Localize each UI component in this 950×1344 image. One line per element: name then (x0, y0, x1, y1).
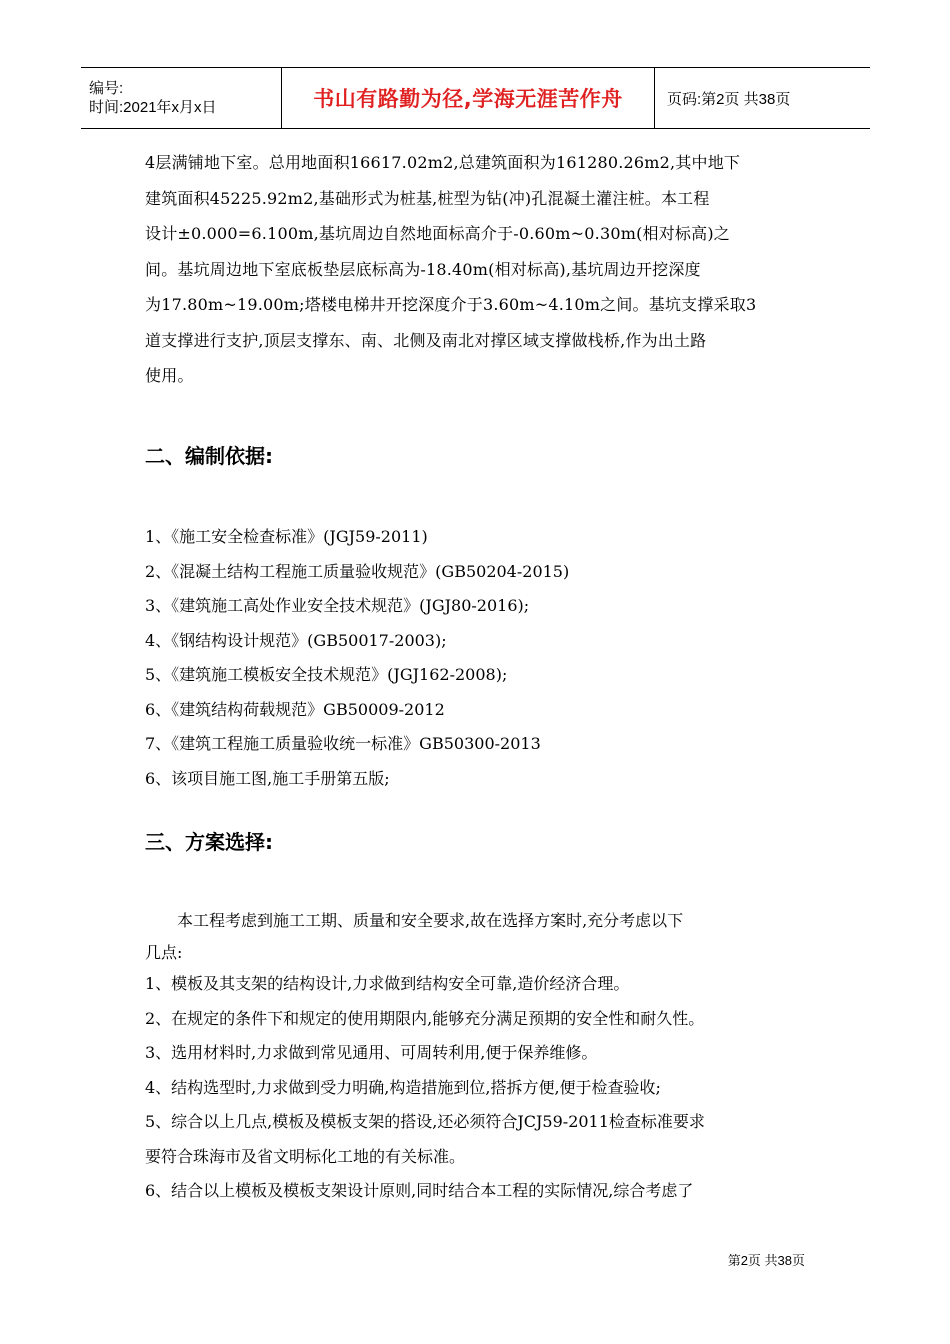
paragraph-line: 为17.80m~19.00m;塔楼电梯井开挖深度介于3.60m~4.10m之间。基坑支撑采取3 (145, 295, 757, 314)
paragraph-line: 设计±0.000=6.100m,基坑周边自然地面标高介于-0.60m~0.30m(相对标高)之 (145, 224, 730, 243)
paragraph-line: 4层满铺地下室。总用地面积16617.02m2,总建筑面积为161280.26m2,其中地下 (145, 153, 741, 172)
list-item: 3、选用材料时,力求做到常见通用、可周转利用,便于保养维修。 (145, 1043, 598, 1062)
page-header (81, 67, 870, 129)
paragraph-line: 几点: (145, 943, 183, 962)
list-item: 6、结合以上模板及模板支架设计原则,同时结合本工程的实际情况,综合考虑了 (145, 1181, 694, 1200)
section-heading-basis: 二、编制依据: (145, 444, 273, 468)
paragraph-line: 建筑面积45225.92m2,基础形式为桩基,桩型为钻(冲)孔混凝土灌注桩。本工程 (145, 188, 710, 208)
header-meta (81, 68, 281, 128)
list-item: 4、结构选型时,力求做到受力明确,构造措施到位,搭拆方便,便于检查验收; (145, 1077, 661, 1097)
header-page-number: 页码:第2页 共38页 (667, 90, 791, 108)
list-item: 1、模板及其支架的结构设计,力求做到结构安全可靠,造价经济合理。 (145, 974, 630, 993)
footer-page-number: 第2页 共38页 (727, 1253, 805, 1268)
page-footer (728, 1250, 805, 1269)
section-heading-scheme: 三、方案选择: (145, 830, 273, 854)
paragraph-line: 间。基坑周边地下室底板垫层底标高为-18.40m(相对标高),基坑周边开挖深度 (145, 259, 701, 279)
list-item: 2、在规定的条件下和规定的使用期限内,能够充分满足预期的安全性和耐久性。 (145, 1008, 705, 1028)
header-page-cell (655, 68, 870, 128)
list-item: 要符合珠海市及省文明标化工地的有关标准。 (145, 1146, 466, 1166)
list-item: 1、《施工安全检查标准》(JGJ59-2011) (145, 527, 428, 546)
document-time-label: 时间:2021年x月x日 (89, 99, 217, 116)
paragraph-line: 本工程考虑到施工工期、质量和安全要求,故在选择方案时,充分考虑以下 (177, 911, 684, 930)
list-item: 5、《建筑施工模板安全技术规范》(JGJ162-2008); (145, 665, 508, 684)
header-motto: 书山有路勤为径,学海无涯苦作舟 (313, 87, 623, 111)
paragraph-line: 使用。 (145, 366, 194, 385)
basis-list (145, 520, 569, 796)
list-item: 5、综合以上几点,模板及模板支架的搭设,还必须符合JCJ59-2011检查标准要求 (145, 1112, 705, 1131)
list-item: 6、《建筑结构荷载规范》GB50009-2012 (145, 699, 445, 719)
document-number-label: 编号: (89, 80, 124, 97)
paragraph-line: 道支撑进行支护,顶层支撑东、南、北侧及南北对撑区域支撑做栈桥,作为出土路 (145, 330, 707, 350)
scheme-paragraph (145, 903, 705, 1209)
header-motto-cell (281, 68, 655, 128)
list-item: 6、该项目施工图,施工手册第五版; (145, 768, 390, 788)
list-item: 3、《建筑施工高处作业安全技术规范》(JGJ80-2016); (145, 596, 530, 615)
list-item: 2、《混凝土结构工程施工质量验收规范》(GB50204-2015) (145, 561, 570, 581)
list-item: 4、《钢结构设计规范》(GB50017-2003); (145, 630, 447, 650)
intro-paragraph (145, 145, 810, 394)
list-item: 7、《建筑工程施工质量验收统一标准》GB50300-2013 (145, 734, 541, 753)
